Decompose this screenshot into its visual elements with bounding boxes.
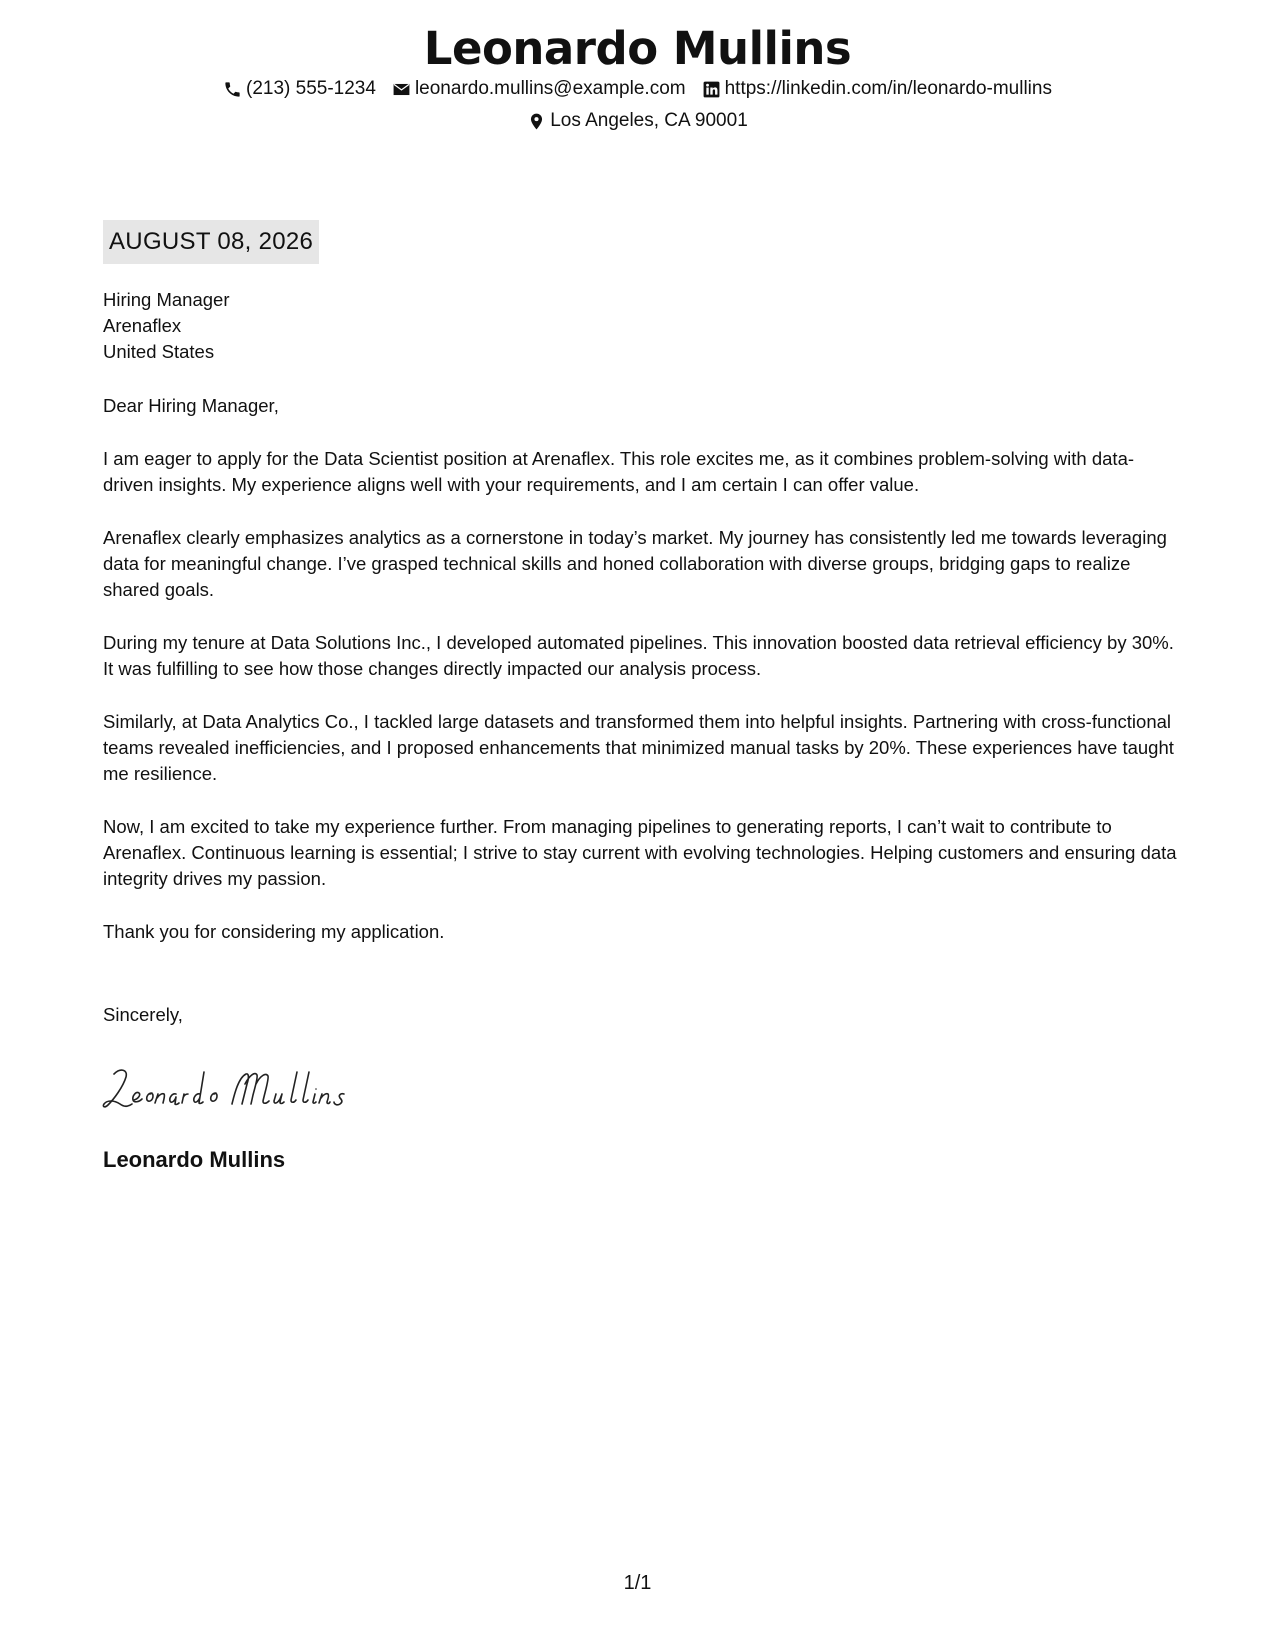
location-text: Los Angeles, CA 90001 <box>550 110 748 131</box>
recipient-country: United States <box>103 341 215 362</box>
letter-date: AUGUST 08, 2026 <box>103 220 319 264</box>
signature-text: Leonardo Mullins <box>100 1060 108 1061</box>
handwritten-signature <box>100 1060 370 1120</box>
signer-name: Leonardo Mullins <box>103 1147 286 1172</box>
email-text[interactable]: leonardo.mullins@example.com <box>414 78 686 99</box>
location-row <box>0 110 1275 132</box>
location-contact <box>527 110 748 132</box>
envelope-icon <box>392 80 411 99</box>
linkedin-contact[interactable] <box>702 78 1052 100</box>
linkedin-text[interactable]: https://linkedin.com/in/leonardo-mullins <box>724 78 1052 99</box>
phone-text: (213) 555-1234 <box>246 78 376 99</box>
phone-contact <box>223 78 376 100</box>
recipient-title: Hiring Manager <box>103 289 230 310</box>
contact-row <box>0 78 1275 100</box>
paragraph: I am eager to apply for the Data Scientist position at Arenaflex. This role excites me, as it combines problem-solving with data-driven insights. My experience aligns well with your requirements, and I am certain I can offer value. <box>103 448 1135 495</box>
map-pin-icon <box>527 112 546 131</box>
salutation: Dear Hiring Manager, <box>103 395 279 416</box>
applicant-name: Leonardo Mullins <box>423 22 852 75</box>
paragraph: Now, I am excited to take my experience further. From managing pipelines to generating reports, I can’t wait to contribute to Arenaflex. Continuous learning is essential; I strive to stay current with evolving technologies. Helping customers and ensuring data integrity drives my passion. <box>103 816 1177 889</box>
phone-icon <box>223 80 242 99</box>
linkedin-icon <box>702 80 721 99</box>
page-indicator: 1/1 <box>623 1572 652 1594</box>
letter-body <box>103 393 1178 972</box>
paragraph: Similarly, at Data Analytics Co., I tackled large datasets and transformed them into helpful insights. Partnering with cross-functional teams revealed inefficiencies, and I proposed enhancements that minimized manual tasks by 20%. These experiences have taught me resilience. <box>103 711 1174 784</box>
paragraph: During my tenure at Data Solutions Inc., I developed automated pipelines. This innovation boosted data retrieval efficiency by 30%. It was fulfilling to see how those changes directly impacted our analysis process. <box>103 632 1174 679</box>
recipient-company: Arenaflex <box>103 315 182 336</box>
email-contact[interactable] <box>392 78 686 100</box>
recipient-block <box>103 287 229 365</box>
paragraph: Arenaflex clearly emphasizes analytics as a cornerstone in today’s market. My journey has consistently led me towards leveraging data for meaningful change. I’ve grasped technical skills and honed collaboration with diverse groups, bridging gaps to realize shared goals. <box>103 527 1167 600</box>
closing: Sincerely, <box>103 1004 183 1025</box>
paragraph: Thank you for considering my application. <box>103 921 445 942</box>
